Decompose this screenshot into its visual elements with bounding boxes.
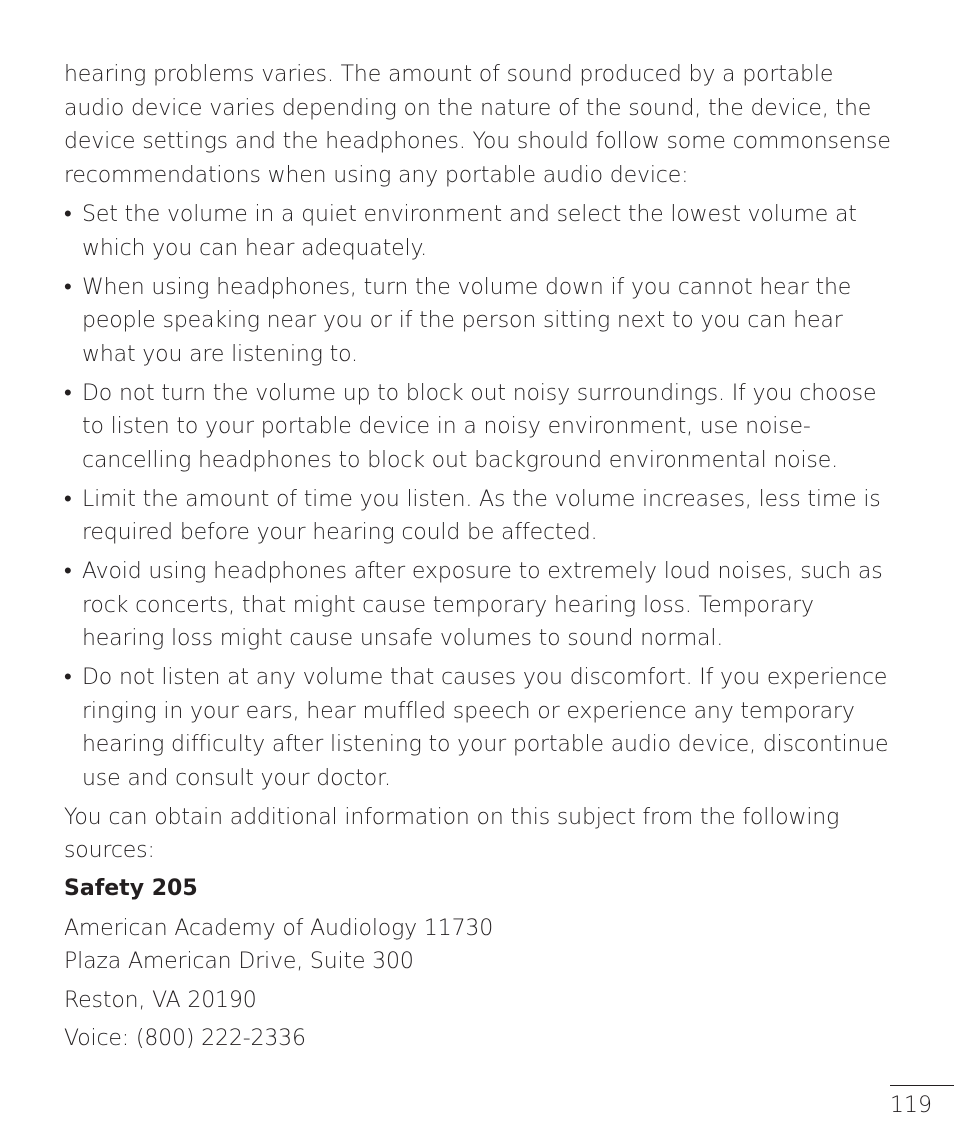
sources-paragraph: You can obtain additional information on this subject from the following sources: xyxy=(64,804,840,863)
list-item xyxy=(64,271,894,372)
list-item xyxy=(64,661,894,795)
bullet-icon: • xyxy=(64,380,72,406)
list-item xyxy=(64,377,894,478)
list-item xyxy=(64,198,894,265)
list-item-text: Set the volume in a quiet environment and select the lowest volume at which you can hear adequately. xyxy=(82,202,857,261)
intro-paragraph: hearing problems varies. The amount of sound produced by a portable audio device varies depending on the nature of the sound, the device, the device settings and the headphones. You should follow some commonsense recommendations when using any portable audio device: xyxy=(64,62,891,188)
address-line-3: Reston, VA 20190 xyxy=(64,987,257,1013)
section-heading: Safety 205 xyxy=(64,875,198,901)
footer-divider xyxy=(890,1085,954,1086)
page-number: 119 xyxy=(890,1093,932,1118)
list-item xyxy=(64,483,894,550)
bullet-icon: • xyxy=(64,559,72,584)
bullet-icon: • xyxy=(64,274,72,300)
bullet-icon: • xyxy=(64,486,72,512)
address-line-1: American Academy of Audiology 11730 xyxy=(64,915,494,941)
list-item-text: Do not listen at any volume that causes you discomfort. If you experience ringing in your ears, hear muffled speech or experience any temporary hearing difficulty after listening to your portable audio device, discontinue use and consult your doctor. xyxy=(82,665,889,791)
list-item-text: Avoid using headphones after exposure to extremely loud noises, such as rock concerts, that might cause temporary hearing loss. Temporary hearing loss might cause unsafe volumes to sound normal. xyxy=(82,559,883,651)
bullet-icon: • xyxy=(64,665,72,690)
list-item xyxy=(64,555,894,656)
bullet-icon: • xyxy=(64,202,72,227)
document-page xyxy=(64,58,894,1056)
address-line-2: Plaza American Drive, Suite 300 xyxy=(64,949,414,974)
list-item-text: When using headphones, turn the volume down if you cannot hear the people speaking near you or if the person sitting next to you can hear what you are listening to. xyxy=(82,274,852,367)
list-item-text: Do not turn the volume up to block out noisy surroundings. If you choose to listen to your portable device in a noisy environment, use noise-cancelling headphones to block out background environmental noise. xyxy=(82,380,877,473)
address-line-4: Voice: (800) 222-2336 xyxy=(64,1026,306,1051)
recommendation-list xyxy=(64,198,894,795)
list-item-text: Limit the amount of time you listen. As the volume increases, less time is required before your hearing could be affected. xyxy=(82,486,881,545)
